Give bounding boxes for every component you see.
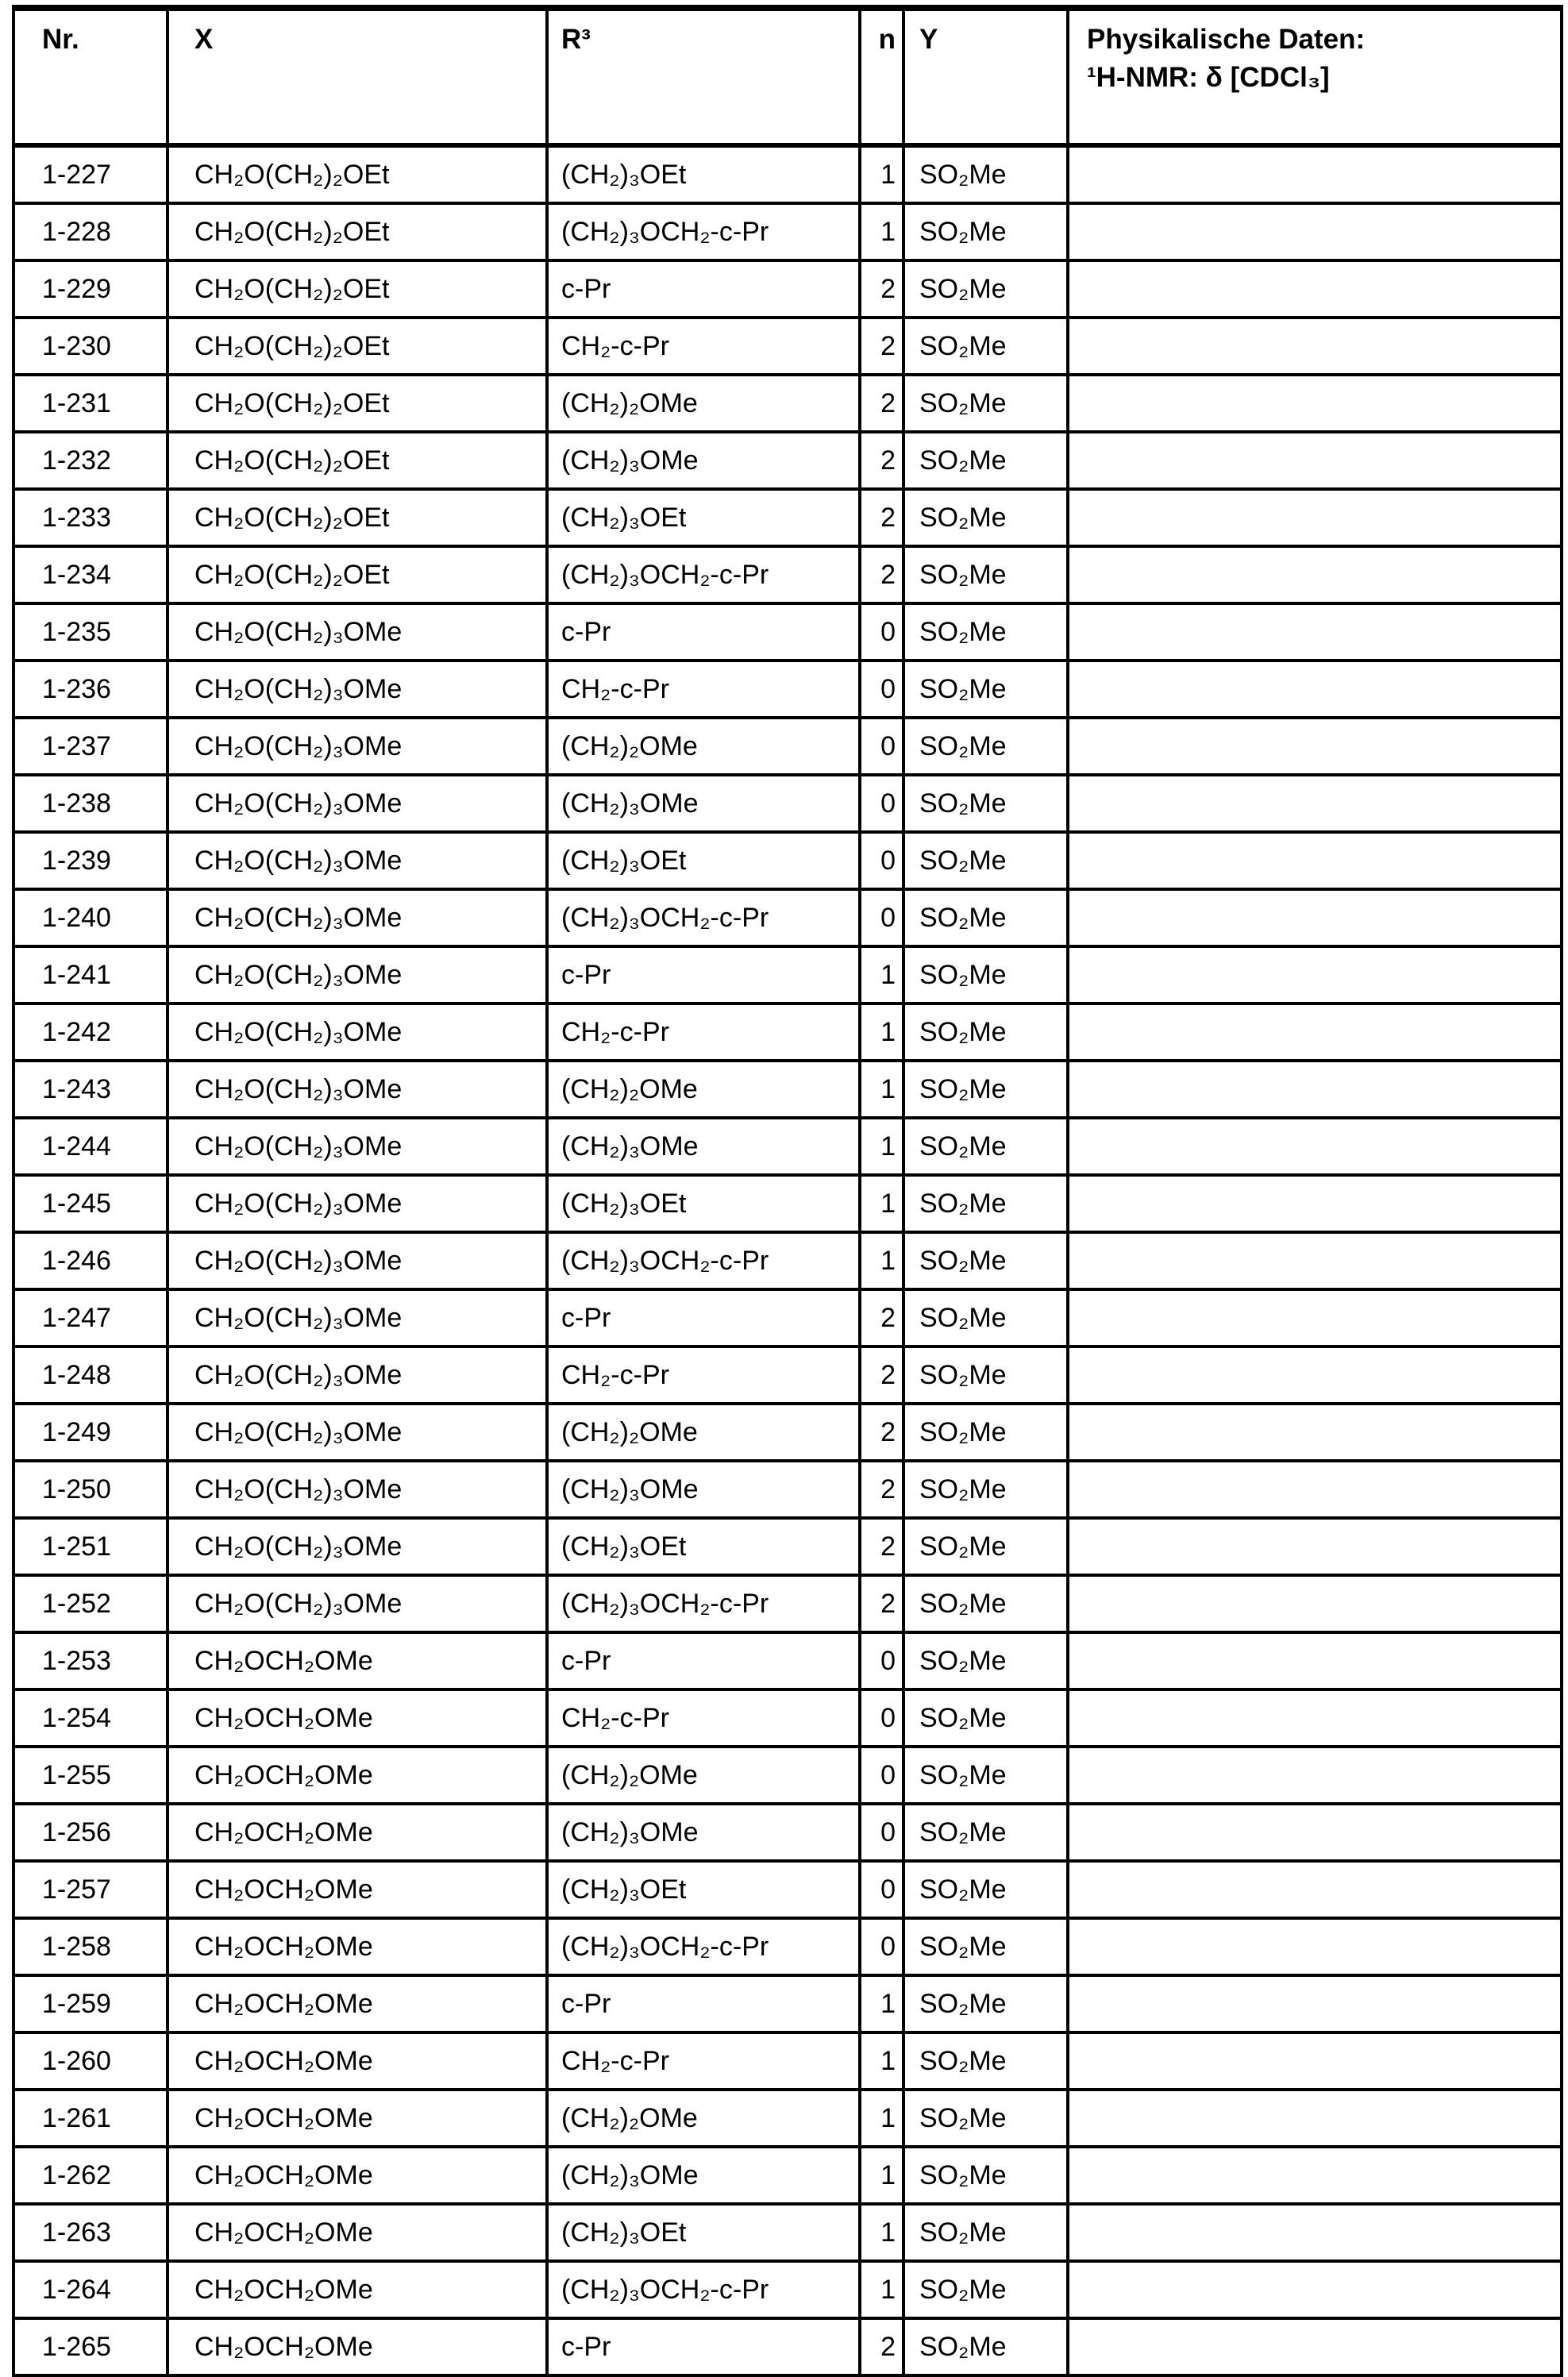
row-phys-cell — [1068, 203, 1562, 260]
row-y-cell: SO₂Me — [903, 603, 1068, 661]
row-phys-cell — [1068, 260, 1562, 318]
row-nr-cell: 1-244 — [13, 1118, 168, 1175]
row-x-cell: CH₂O(CH₂)₃OMe — [168, 1061, 547, 1118]
row-y-cell: SO₂Me — [903, 1118, 1068, 1175]
row-nr-cell: 1-246 — [13, 1232, 168, 1289]
row-y-cell: SO₂Me — [903, 1975, 1068, 2032]
row-phys-cell — [1068, 2318, 1562, 2375]
row-y-cell: SO₂Me — [903, 546, 1068, 603]
row-nr-cell: 1-265 — [13, 2318, 168, 2375]
table-row — [13, 2147, 1562, 2204]
row-nr-cell: 1-253 — [13, 1632, 168, 1689]
table-row — [13, 1518, 1562, 1575]
row-nr-cell: 1-245 — [13, 1175, 168, 1232]
row-y-cell: SO₂Me — [903, 1632, 1068, 1689]
row-n-cell: 0 — [860, 775, 903, 832]
table-row — [13, 2090, 1562, 2147]
row-n-cell: 1 — [860, 2032, 903, 2090]
row-x-cell: CH₂O(CH₂)₂OEt — [168, 203, 547, 260]
row-x-cell: CH₂OCH₂OMe — [168, 1747, 547, 1804]
row-x-cell: CH₂O(CH₂)₃OMe — [168, 832, 547, 889]
row-nr-cell: 1-251 — [13, 1518, 168, 1575]
row-x-cell: CH₂O(CH₂)₃OMe — [168, 775, 547, 832]
row-n-cell: 0 — [860, 889, 903, 946]
row-r3-cell: (CH₂)₃OCH₂-c-Pr — [547, 889, 860, 946]
row-r3-cell: (CH₂)₃OCH₂-c-Pr — [547, 546, 860, 603]
row-n-cell: 1 — [860, 2261, 903, 2318]
row-phys-cell — [1068, 1518, 1562, 1575]
row-r3-cell: (CH₂)₃OCH₂-c-Pr — [547, 203, 860, 260]
row-y-cell: SO₂Me — [903, 1061, 1068, 1118]
table-row — [13, 260, 1562, 318]
row-phys-cell — [1068, 318, 1562, 375]
table-row — [13, 1004, 1562, 1061]
row-r3-cell: (CH₂)₃OMe — [547, 1461, 860, 1518]
row-n-cell: 2 — [860, 432, 903, 489]
row-x-cell: CH₂O(CH₂)₃OMe — [168, 661, 547, 718]
row-r3-cell: (CH₂)₂OMe — [547, 1404, 860, 1461]
row-r3-cell: (CH₂)₃OMe — [547, 1804, 860, 1861]
compound-table — [12, 5, 1563, 2377]
row-phys-cell — [1068, 1804, 1562, 1861]
table-row — [13, 546, 1562, 603]
row-x-cell: CH₂O(CH₂)₃OMe — [168, 1346, 547, 1404]
row-nr-cell: 1-258 — [13, 1918, 168, 1975]
table-row — [13, 1632, 1562, 1689]
row-x-cell: CH₂OCH₂OMe — [168, 1918, 547, 1975]
row-n-cell: 1 — [860, 2204, 903, 2261]
table-row — [13, 1747, 1562, 1804]
row-x-cell: CH₂OCH₂OMe — [168, 2204, 547, 2261]
row-r3-cell: c-Pr — [547, 2318, 860, 2375]
row-phys-cell — [1068, 1918, 1562, 1975]
row-n-cell: 2 — [860, 489, 903, 546]
row-phys-cell — [1068, 2090, 1562, 2147]
row-nr-cell: 1-264 — [13, 2261, 168, 2318]
row-phys-cell — [1068, 2032, 1562, 2090]
row-phys-cell — [1068, 1632, 1562, 1689]
row-nr-cell: 1-232 — [13, 432, 168, 489]
row-y-cell: SO₂Me — [903, 1804, 1068, 1861]
row-r3-cell: (CH₂)₃OEt — [547, 489, 860, 546]
row-phys-cell — [1068, 546, 1562, 603]
row-n-cell: 0 — [860, 1689, 903, 1747]
row-x-cell: CH₂O(CH₂)₂OEt — [168, 432, 547, 489]
row-nr-cell: 1-239 — [13, 832, 168, 889]
row-y-cell: SO₂Me — [903, 145, 1068, 203]
header-y: Y — [903, 8, 1068, 145]
row-n-cell: 1 — [860, 203, 903, 260]
row-nr-cell: 1-257 — [13, 1861, 168, 1918]
row-phys-cell — [1068, 775, 1562, 832]
row-phys-cell — [1068, 1861, 1562, 1918]
row-nr-cell: 1-252 — [13, 1575, 168, 1632]
header-phys-line2: ¹H-NMR: δ [CDCl₃] — [1087, 62, 1330, 93]
row-n-cell: 1 — [860, 1232, 903, 1289]
header-phys-line1: Physikalische Daten: — [1087, 24, 1366, 55]
row-x-cell: CH₂OCH₂OMe — [168, 2318, 547, 2375]
row-y-cell: SO₂Me — [903, 1747, 1068, 1804]
row-phys-cell — [1068, 889, 1562, 946]
row-x-cell: CH₂O(CH₂)₃OMe — [168, 1175, 547, 1232]
row-y-cell: SO₂Me — [903, 2261, 1068, 2318]
row-y-cell: SO₂Me — [903, 1918, 1068, 1975]
row-phys-cell — [1068, 661, 1562, 718]
table-row — [13, 2261, 1562, 2318]
row-x-cell: CH₂OCH₂OMe — [168, 1804, 547, 1861]
row-r3-cell: (CH₂)₃OEt — [547, 145, 860, 203]
table-row — [13, 375, 1562, 432]
row-nr-cell: 1-235 — [13, 603, 168, 661]
table-row — [13, 432, 1562, 489]
row-r3-cell: CH₂-c-Pr — [547, 661, 860, 718]
row-r3-cell: (CH₂)₃OCH₂-c-Pr — [547, 1232, 860, 1289]
row-r3-cell: (CH₂)₂OMe — [547, 2090, 860, 2147]
row-r3-cell: c-Pr — [547, 946, 860, 1004]
row-r3-cell: c-Pr — [547, 1975, 860, 2032]
row-n-cell: 2 — [860, 375, 903, 432]
row-phys-cell — [1068, 1689, 1562, 1747]
row-phys-cell — [1068, 603, 1562, 661]
table-row — [13, 718, 1562, 775]
row-n-cell: 1 — [860, 946, 903, 1004]
row-x-cell: CH₂O(CH₂)₃OMe — [168, 1289, 547, 1346]
table-row — [13, 1175, 1562, 1232]
row-nr-cell: 1-260 — [13, 2032, 168, 2090]
row-y-cell: SO₂Me — [903, 1575, 1068, 1632]
row-phys-cell — [1068, 1404, 1562, 1461]
row-r3-cell: CH₂-c-Pr — [547, 2032, 860, 2090]
row-y-cell: SO₂Me — [903, 889, 1068, 946]
row-n-cell: 2 — [860, 1404, 903, 1461]
row-phys-cell — [1068, 375, 1562, 432]
row-x-cell: CH₂O(CH₂)₂OEt — [168, 260, 547, 318]
row-n-cell: 2 — [860, 1461, 903, 1518]
row-r3-cell: (CH₂)₃OMe — [547, 2147, 860, 2204]
row-phys-cell — [1068, 718, 1562, 775]
header-nr: Nr. — [13, 8, 168, 145]
table-row — [13, 318, 1562, 375]
row-nr-cell: 1-243 — [13, 1061, 168, 1118]
row-n-cell: 1 — [860, 1175, 903, 1232]
row-phys-cell — [1068, 1061, 1562, 1118]
table-row — [13, 203, 1562, 260]
row-r3-cell: (CH₂)₂OMe — [547, 1747, 860, 1804]
row-nr-cell: 1-238 — [13, 775, 168, 832]
row-y-cell: SO₂Me — [903, 2032, 1068, 2090]
row-y-cell: SO₂Me — [903, 1004, 1068, 1061]
row-r3-cell: (CH₂)₃OCH₂-c-Pr — [547, 2261, 860, 2318]
row-nr-cell: 1-259 — [13, 1975, 168, 2032]
row-y-cell: SO₂Me — [903, 661, 1068, 718]
table-row — [13, 661, 1562, 718]
table-row — [13, 1975, 1562, 2032]
row-nr-cell: 1-263 — [13, 2204, 168, 2261]
row-nr-cell: 1-261 — [13, 2090, 168, 2147]
row-y-cell: SO₂Me — [903, 375, 1068, 432]
header-n: n — [860, 8, 903, 145]
row-r3-cell: (CH₂)₃OEt — [547, 1861, 860, 1918]
row-nr-cell: 1-227 — [13, 145, 168, 203]
row-phys-cell — [1068, 1175, 1562, 1232]
row-x-cell: CH₂O(CH₂)₃OMe — [168, 718, 547, 775]
row-y-cell: SO₂Me — [903, 2147, 1068, 2204]
row-y-cell: SO₂Me — [903, 775, 1068, 832]
table-row — [13, 1404, 1562, 1461]
row-y-cell: SO₂Me — [903, 1689, 1068, 1747]
table-row — [13, 1461, 1562, 1518]
row-n-cell: 0 — [860, 1804, 903, 1861]
table-row — [13, 1061, 1562, 1118]
row-r3-cell: (CH₂)₂OMe — [547, 1061, 860, 1118]
row-y-cell: SO₂Me — [903, 203, 1068, 260]
row-x-cell: CH₂O(CH₂)₃OMe — [168, 889, 547, 946]
table-row — [13, 1289, 1562, 1346]
row-x-cell: CH₂O(CH₂)₂OEt — [168, 318, 547, 375]
row-x-cell: CH₂O(CH₂)₃OMe — [168, 1232, 547, 1289]
row-y-cell: SO₂Me — [903, 2090, 1068, 2147]
table-row — [13, 2318, 1562, 2375]
row-phys-cell — [1068, 1461, 1562, 1518]
row-phys-cell — [1068, 946, 1562, 1004]
row-nr-cell: 1-248 — [13, 1346, 168, 1404]
table-header — [13, 8, 1562, 145]
table-row — [13, 2204, 1562, 2261]
row-r3-cell: (CH₂)₃OMe — [547, 1118, 860, 1175]
row-n-cell: 1 — [860, 2147, 903, 2204]
table-row — [13, 145, 1562, 203]
table-body — [13, 145, 1562, 2375]
row-x-cell: CH₂O(CH₂)₂OEt — [168, 489, 547, 546]
row-n-cell: 2 — [860, 1575, 903, 1632]
row-phys-cell — [1068, 2261, 1562, 2318]
row-nr-cell: 1-256 — [13, 1804, 168, 1861]
row-x-cell: CH₂O(CH₂)₃OMe — [168, 603, 547, 661]
row-n-cell: 2 — [860, 1346, 903, 1404]
row-x-cell: CH₂OCH₂OMe — [168, 1632, 547, 1689]
row-y-cell: SO₂Me — [903, 1232, 1068, 1289]
row-y-cell: SO₂Me — [903, 1289, 1068, 1346]
row-nr-cell: 1-242 — [13, 1004, 168, 1061]
table-row — [13, 1232, 1562, 1289]
row-r3-cell: (CH₂)₃OCH₂-c-Pr — [547, 1918, 860, 1975]
table-row — [13, 1918, 1562, 1975]
row-y-cell: SO₂Me — [903, 432, 1068, 489]
row-nr-cell: 1-233 — [13, 489, 168, 546]
table-row — [13, 2032, 1562, 2090]
row-n-cell: 1 — [860, 1975, 903, 2032]
row-n-cell: 1 — [860, 145, 903, 203]
row-n-cell: 2 — [860, 1289, 903, 1346]
row-nr-cell: 1-237 — [13, 718, 168, 775]
row-phys-cell — [1068, 2204, 1562, 2261]
row-phys-cell — [1068, 1004, 1562, 1061]
row-n-cell: 2 — [860, 260, 903, 318]
row-x-cell: CH₂O(CH₂)₃OMe — [168, 946, 547, 1004]
table-row — [13, 946, 1562, 1004]
row-nr-cell: 1-250 — [13, 1461, 168, 1518]
row-x-cell: CH₂O(CH₂)₃OMe — [168, 1004, 547, 1061]
row-r3-cell: c-Pr — [547, 603, 860, 661]
row-x-cell: CH₂O(CH₂)₃OMe — [168, 1518, 547, 1575]
table-row — [13, 832, 1562, 889]
row-nr-cell: 1-228 — [13, 203, 168, 260]
row-nr-cell: 1-241 — [13, 946, 168, 1004]
row-y-cell: SO₂Me — [903, 718, 1068, 775]
row-n-cell: 1 — [860, 2090, 903, 2147]
table-row — [13, 1346, 1562, 1404]
table-row — [13, 1689, 1562, 1747]
row-x-cell: CH₂OCH₂OMe — [168, 1861, 547, 1918]
row-x-cell: CH₂OCH₂OMe — [168, 1689, 547, 1747]
table-row — [13, 889, 1562, 946]
row-r3-cell: (CH₂)₂OMe — [547, 718, 860, 775]
row-phys-cell — [1068, 1346, 1562, 1404]
row-r3-cell: (CH₂)₃OMe — [547, 432, 860, 489]
row-y-cell: SO₂Me — [903, 1518, 1068, 1575]
row-y-cell: SO₂Me — [903, 946, 1068, 1004]
table-row — [13, 1861, 1562, 1918]
row-n-cell: 2 — [860, 1518, 903, 1575]
row-n-cell: 0 — [860, 603, 903, 661]
row-phys-cell — [1068, 1118, 1562, 1175]
row-y-cell: SO₂Me — [903, 2318, 1068, 2375]
row-nr-cell: 1-240 — [13, 889, 168, 946]
row-n-cell: 0 — [860, 1861, 903, 1918]
row-r3-cell: (CH₂)₃OEt — [547, 1518, 860, 1575]
table-row — [13, 489, 1562, 546]
row-y-cell: SO₂Me — [903, 260, 1068, 318]
row-phys-cell — [1068, 1975, 1562, 2032]
row-x-cell: CH₂O(CH₂)₂OEt — [168, 546, 547, 603]
row-r3-cell: CH₂-c-Pr — [547, 318, 860, 375]
row-n-cell: 2 — [860, 2318, 903, 2375]
row-y-cell: SO₂Me — [903, 1461, 1068, 1518]
row-r3-cell: (CH₂)₂OMe — [547, 375, 860, 432]
row-nr-cell: 1-236 — [13, 661, 168, 718]
row-x-cell: CH₂O(CH₂)₃OMe — [168, 1404, 547, 1461]
row-nr-cell: 1-254 — [13, 1689, 168, 1747]
row-r3-cell: c-Pr — [547, 1289, 860, 1346]
row-r3-cell: (CH₂)₃OEt — [547, 1175, 860, 1232]
row-phys-cell — [1068, 1747, 1562, 1804]
row-x-cell: CH₂O(CH₂)₃OMe — [168, 1461, 547, 1518]
row-n-cell: 0 — [860, 1632, 903, 1689]
row-phys-cell — [1068, 489, 1562, 546]
header-r3: R³ — [547, 8, 860, 145]
row-phys-cell — [1068, 2147, 1562, 2204]
row-phys-cell — [1068, 1289, 1562, 1346]
row-x-cell: CH₂O(CH₂)₂OEt — [168, 375, 547, 432]
header-x: X — [168, 8, 547, 145]
row-phys-cell — [1068, 432, 1562, 489]
row-x-cell: CH₂OCH₂OMe — [168, 2147, 547, 2204]
row-n-cell: 0 — [860, 832, 903, 889]
row-x-cell: CH₂O(CH₂)₃OMe — [168, 1575, 547, 1632]
row-r3-cell: (CH₂)₃OEt — [547, 832, 860, 889]
row-nr-cell: 1-229 — [13, 260, 168, 318]
row-r3-cell: c-Pr — [547, 260, 860, 318]
table-row — [13, 1118, 1562, 1175]
row-n-cell: 0 — [860, 1918, 903, 1975]
row-x-cell: CH₂OCH₂OMe — [168, 1975, 547, 2032]
row-y-cell: SO₂Me — [903, 489, 1068, 546]
row-n-cell: 2 — [860, 546, 903, 603]
row-phys-cell — [1068, 1575, 1562, 1632]
row-nr-cell: 1-262 — [13, 2147, 168, 2204]
row-x-cell: CH₂OCH₂OMe — [168, 2032, 547, 2090]
row-y-cell: SO₂Me — [903, 1861, 1068, 1918]
row-x-cell: CH₂OCH₂OMe — [168, 2090, 547, 2147]
row-y-cell: SO₂Me — [903, 1404, 1068, 1461]
row-n-cell: 0 — [860, 718, 903, 775]
row-nr-cell: 1-249 — [13, 1404, 168, 1461]
row-n-cell: 1 — [860, 1061, 903, 1118]
row-r3-cell: (CH₂)₃OMe — [547, 775, 860, 832]
row-n-cell: 0 — [860, 661, 903, 718]
table-row — [13, 603, 1562, 661]
row-x-cell: CH₂O(CH₂)₃OMe — [168, 1118, 547, 1175]
row-n-cell: 1 — [860, 1004, 903, 1061]
row-nr-cell: 1-234 — [13, 546, 168, 603]
row-nr-cell: 1-247 — [13, 1289, 168, 1346]
row-n-cell: 2 — [860, 318, 903, 375]
row-nr-cell: 1-230 — [13, 318, 168, 375]
table-row — [13, 1804, 1562, 1861]
row-y-cell: SO₂Me — [903, 1175, 1068, 1232]
row-nr-cell: 1-231 — [13, 375, 168, 432]
row-x-cell: CH₂OCH₂OMe — [168, 2261, 547, 2318]
row-x-cell: CH₂O(CH₂)₂OEt — [168, 145, 547, 203]
header-phys — [1068, 8, 1562, 145]
row-nr-cell: 1-255 — [13, 1747, 168, 1804]
row-y-cell: SO₂Me — [903, 832, 1068, 889]
header-row — [13, 8, 1562, 145]
table-row — [13, 775, 1562, 832]
row-y-cell: SO₂Me — [903, 2204, 1068, 2261]
table-row — [13, 1575, 1562, 1632]
row-phys-cell — [1068, 1232, 1562, 1289]
row-r3-cell: CH₂-c-Pr — [547, 1689, 860, 1747]
row-n-cell: 1 — [860, 1118, 903, 1175]
row-y-cell: SO₂Me — [903, 1346, 1068, 1404]
row-phys-cell — [1068, 145, 1562, 203]
row-r3-cell: (CH₂)₃OEt — [547, 2204, 860, 2261]
row-phys-cell — [1068, 832, 1562, 889]
row-r3-cell: CH₂-c-Pr — [547, 1346, 860, 1404]
row-r3-cell: (CH₂)₃OCH₂-c-Pr — [547, 1575, 860, 1632]
row-y-cell: SO₂Me — [903, 318, 1068, 375]
row-n-cell: 0 — [860, 1747, 903, 1804]
row-r3-cell: c-Pr — [547, 1632, 860, 1689]
row-r3-cell: CH₂-c-Pr — [547, 1004, 860, 1061]
